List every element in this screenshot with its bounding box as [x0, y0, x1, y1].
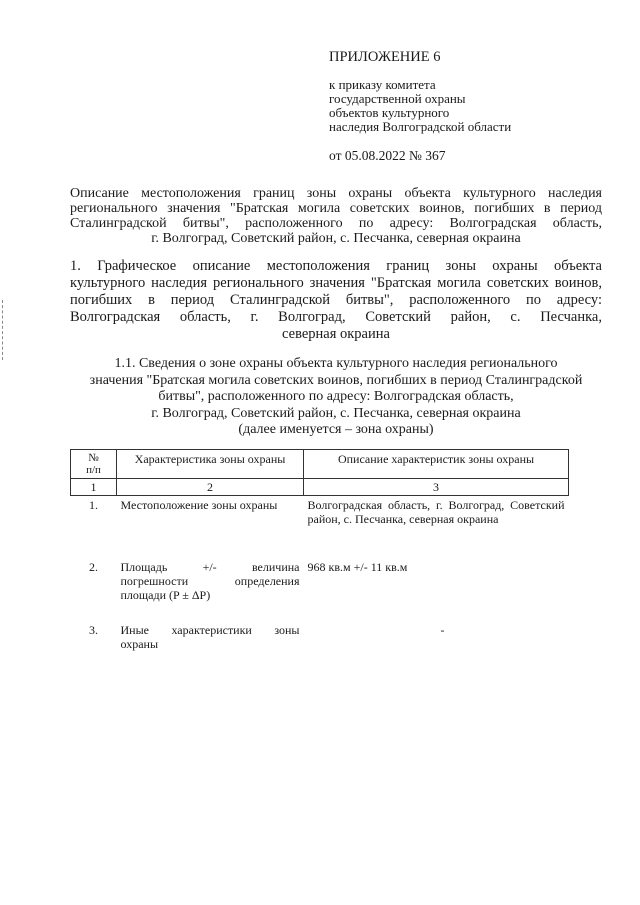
row-value: - — [440, 622, 445, 637]
description-line: Сталинградской битвы", расположенного по адресу: Волгоградская область, — [70, 216, 602, 231]
header-characteristic: Характеристика зоны охраны — [117, 450, 304, 479]
row-number: 2. — [89, 559, 98, 574]
description-title — [70, 186, 602, 246]
section-1-line: 1. Графическое описание местоположения границ зоны охраны объекта — [70, 258, 602, 274]
section-1-heading — [70, 258, 602, 343]
section-1-1-line: битвы", расположенного по адресу: Волгоградская область, — [158, 389, 514, 404]
appendix-title: ПРИЛОЖЕНИЕ 6 — [329, 49, 441, 65]
header-line: к приказу комитета — [329, 77, 436, 92]
order-date: от 05.08.2022 № 367 — [329, 148, 446, 163]
table-header-row — [71, 450, 569, 479]
header-number — [71, 450, 117, 479]
row-value: Волгоградская область, г. Волгоград, Советский район, с. Песчанка, северная окраина — [307, 498, 565, 526]
column-number-row — [71, 479, 569, 496]
description-line: Описание местоположения границ зоны охраны объекта культурного наследия — [70, 186, 602, 201]
description-line: регионального значения "Братская могила советских воинов, погибших в период — [70, 201, 602, 216]
zone-characteristics-table — [70, 449, 569, 653]
scan-edge-mark — [2, 300, 4, 360]
column-number: 2 — [117, 479, 304, 496]
header-line: наследия Волгоградской области — [329, 119, 512, 134]
section-1-1-line: 1.1. Сведения о зоне охраны объекта культурного наследия регионального — [114, 356, 558, 371]
row-characteristic: Площадь +/- величина погрешности определения площади (P ± ΔP) — [120, 559, 300, 602]
section-1-1-line: (далее именуется – зона охраны) — [238, 422, 434, 437]
header-number-line: п/п — [86, 464, 101, 476]
section-1-line: культурного наследия регионального значения "Братская могила советских воинов, — [70, 275, 602, 291]
header-number-line: № — [88, 452, 99, 464]
table-row — [71, 496, 569, 558]
column-number: 1 — [71, 479, 117, 496]
table-row — [71, 621, 569, 653]
header-line: объектов культурного — [329, 105, 450, 120]
section-1-line: Волгоградская область, г. Волгоград, Советский район, с. Песчанка, — [70, 309, 602, 325]
row-characteristic: Иные характеристики зоны охраны — [120, 622, 300, 651]
row-number: 1. — [89, 498, 98, 512]
section-1-1-line: значения "Братская могила советских воинов, погибших в период Сталинградской — [89, 372, 583, 388]
section-1-line: северная окраина — [282, 326, 390, 342]
appendix-header — [329, 48, 629, 164]
row-value: 968 кв.м +/- 11 кв.м — [307, 559, 408, 574]
table-row — [71, 558, 569, 621]
section-1-line: погибших в период Сталинградской битвы", расположенного по адресу: — [70, 292, 602, 308]
column-number: 3 — [304, 479, 569, 496]
row-characteristic: Местоположение зоны охраны — [120, 498, 278, 512]
section-1-1-line: г. Волгоград, Советский район, с. Песчанка, северная окраина — [151, 405, 521, 421]
row-number: 3. — [89, 622, 98, 637]
header-description: Описание характеристик зоны охраны — [304, 450, 569, 479]
header-line: государственной охраны — [329, 91, 466, 106]
section-1-1-heading — [70, 356, 602, 439]
description-line: г. Волгоград, Советский район, с. Песчанка, северная окраина — [151, 231, 521, 246]
row-value-cell — [304, 621, 569, 653]
